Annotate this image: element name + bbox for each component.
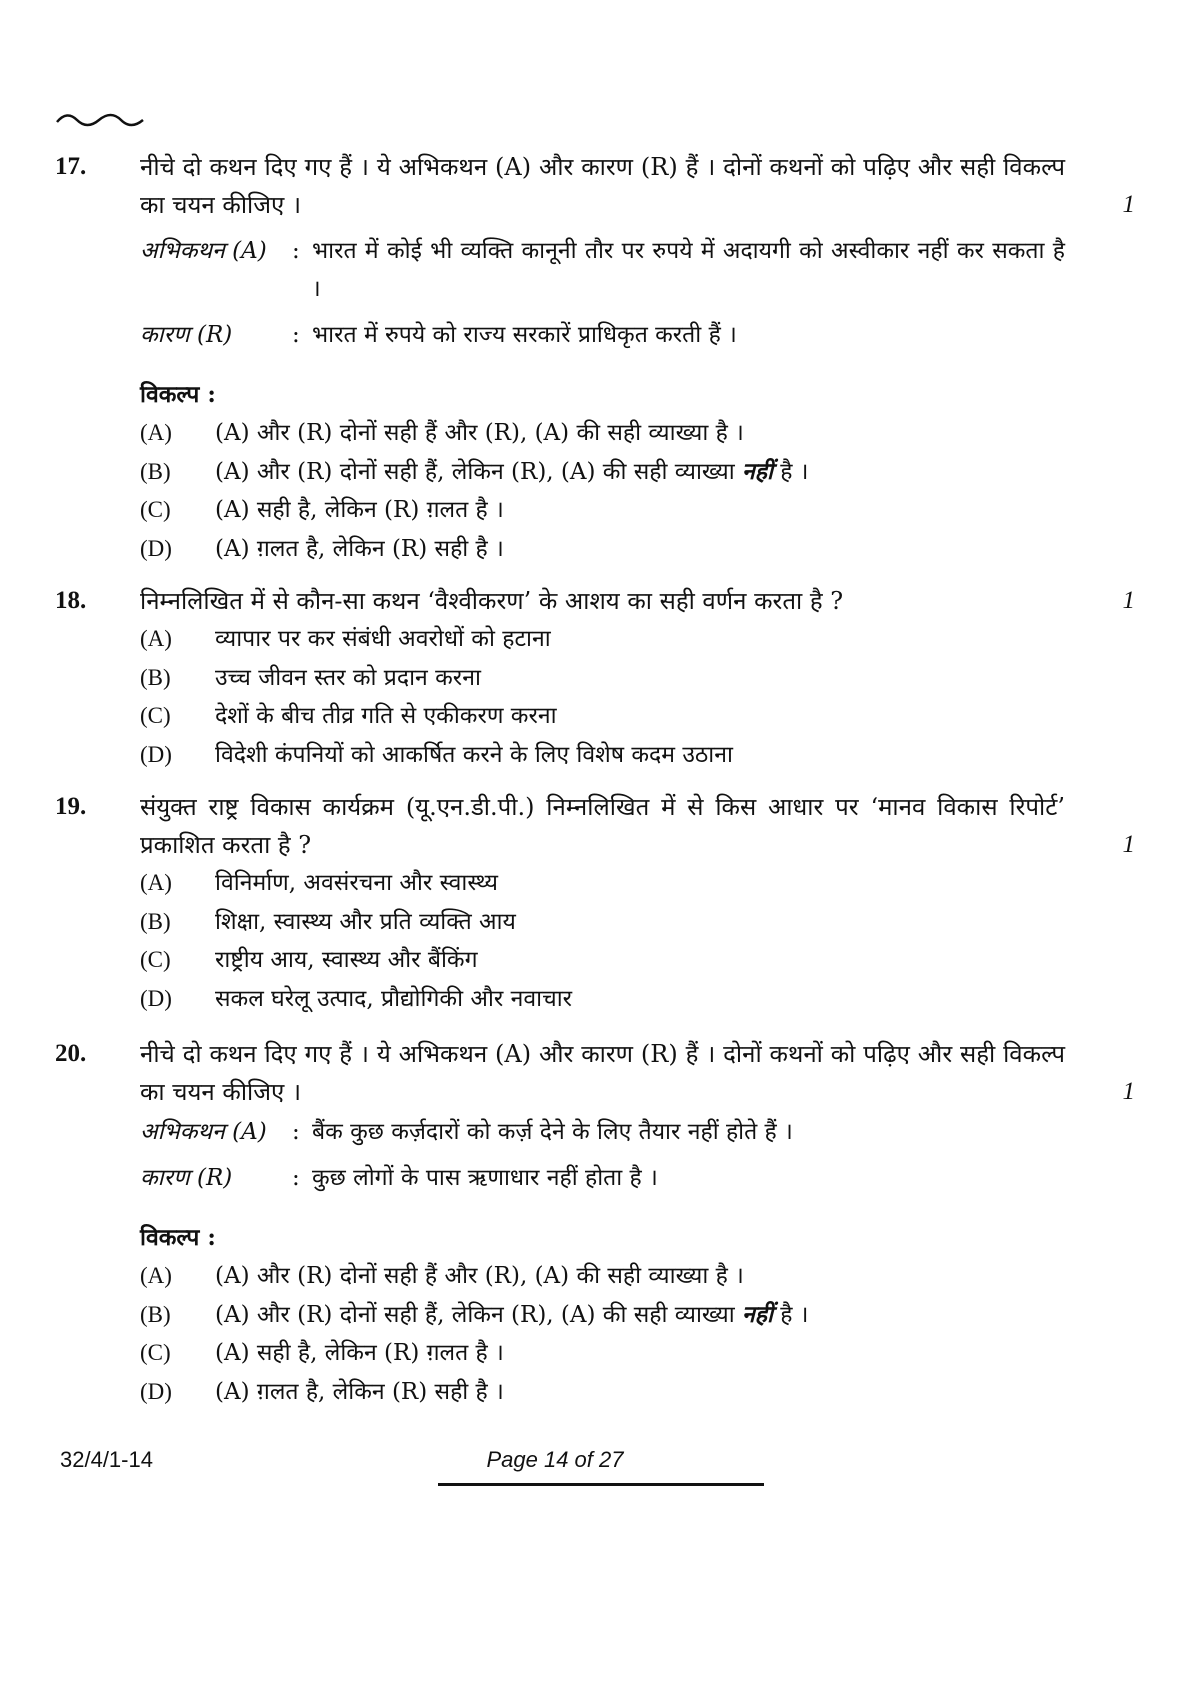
option-c: (C) राष्ट्रीय आय, स्वास्थ्य और बैंकिंग: [140, 947, 478, 973]
option-a: (A) व्यापार पर कर संबंधी अवरोधों को हटाना: [140, 626, 551, 652]
reason-label: कारण (R): [140, 322, 233, 348]
assertion: [140, 1113, 1135, 1151]
emphasis-text: नहीं: [742, 457, 773, 485]
reason: [140, 316, 1135, 354]
question-text: नीचे दो कथन दिए गए हैं । ये अभिकथन (A) और कारण (R) हैं । दोनों कथनों को पढ़िए और सही विकल्प का चयन कीजिए ।: [140, 1040, 1065, 1106]
colon: :: [292, 1165, 300, 1191]
colon: :: [292, 238, 300, 264]
question-text: संयुक्त राष्ट्र विकास कार्यक्रम (यू.एन.डी.पी.) निम्नलिखित में से किस आधार पर ‘मानव विकास रिपोर्ट’ प्रकाशित करता है ?: [140, 793, 1065, 859]
question-19: [55, 788, 1135, 1018]
paper-code: 32/4/1-14: [60, 1447, 153, 1472]
option-b: (B) शिक्षा, स्वास्थ्य और प्रति व्यक्ति आय: [140, 908, 516, 935]
marks: 1: [1122, 191, 1135, 218]
option-d: (D) विदेशी कंपनियों को आकर्षित करने के लिए विशेष कदम उठाना: [140, 741, 733, 768]
option-b: (B) (A) और (R) दोनों सही हैं, लेकिन (R), (A) की सही व्याख्या नहीं है ।: [140, 457, 809, 485]
option-a: (A) (A) और (R) दोनों सही हैं और (R), (A) की सही व्याख्या है ।: [140, 1263, 744, 1289]
question-17: [55, 148, 1135, 568]
options-heading: विकल्प :: [140, 1224, 216, 1251]
option-b: (B) उच्च जीवन स्तर को प्रदान करना: [140, 664, 481, 691]
option-d: (D) (A) ग़लत है, लेकिन (R) सही है ।: [140, 1378, 504, 1405]
option-a: (A) (A) और (R) दोनों सही हैं और (R), (A) की सही व्याख्या है ।: [140, 420, 744, 446]
assertion-label: अभिकथन (A): [140, 238, 267, 264]
colon: :: [292, 1119, 300, 1145]
option-a: (A) विनिर्माण, अवसंरचना और स्वास्थ्य: [140, 870, 499, 896]
option-c: (C) देशों के बीच तीव्र गति से एकीकरण करना: [140, 703, 557, 729]
question-20: [55, 1035, 1135, 1411]
question-number: 18.: [55, 587, 87, 614]
question-number: 19.: [55, 793, 87, 820]
option-d: (D) सकल घरेलू उत्पाद, प्रौद्योगिकी और नवाचार: [140, 985, 573, 1012]
question-text: नीचे दो कथन दिए गए हैं । ये अभिकथन (A) और कारण (R) हैं । दोनों कथनों को पढ़िए और सही विकल्प का चयन कीजिए ।: [140, 153, 1065, 219]
assertion: [140, 232, 1135, 308]
emphasis-text: नहीं: [742, 1300, 773, 1328]
options-heading: विकल्प :: [140, 381, 216, 408]
colon: :: [292, 322, 300, 348]
question-text: निम्नलिखित में से कौन-सा कथन ‘वैश्वीकरण’ के आशय का सही वर्णन करता है ?: [140, 587, 844, 615]
marks: 1: [1122, 587, 1135, 614]
reason-label: कारण (R): [140, 1165, 233, 1191]
question-18: [55, 582, 1135, 774]
page-number: Page 14 of 27: [486, 1447, 624, 1472]
option-d: (D) (A) ग़लत है, लेकिन (R) सही है ।: [140, 535, 504, 562]
assertion-label: अभिकथन (A): [140, 1119, 267, 1145]
reason-text: कुछ लोगों के पास ऋणाधार नहीं होता है ।: [312, 1165, 658, 1191]
option-c: (C) (A) सही है, लेकिन (R) ग़लत है ।: [140, 1340, 504, 1366]
footer-divider: [438, 1483, 764, 1486]
assertion-text: बैंक कुछ कर्ज़दारों को कर्ज़ देने के लिए तैयार नहीं होते हैं ।: [312, 1119, 793, 1145]
question-number: 20.: [55, 1040, 87, 1067]
assertion-text: भारत में कोई भी व्यक्ति कानूनी तौर पर रुपये में अदायगी को अस्वीकार नहीं कर सकता है ।: [312, 238, 1065, 302]
reason: [140, 1159, 1135, 1197]
question-number: 17.: [55, 153, 87, 180]
tilde-wave-icon: [55, 108, 145, 130]
option-c: (C) (A) सही है, लेकिन (R) ग़लत है ।: [140, 497, 504, 523]
marks: 1: [1122, 1078, 1135, 1105]
option-b: (B) (A) और (R) दोनों सही हैं, लेकिन (R), (A) की सही व्याख्या नहीं है ।: [140, 1300, 809, 1328]
marks: 1: [1122, 831, 1135, 858]
reason-text: भारत में रुपये को राज्य सरकारें प्राधिकृत करती हैं ।: [312, 322, 737, 348]
